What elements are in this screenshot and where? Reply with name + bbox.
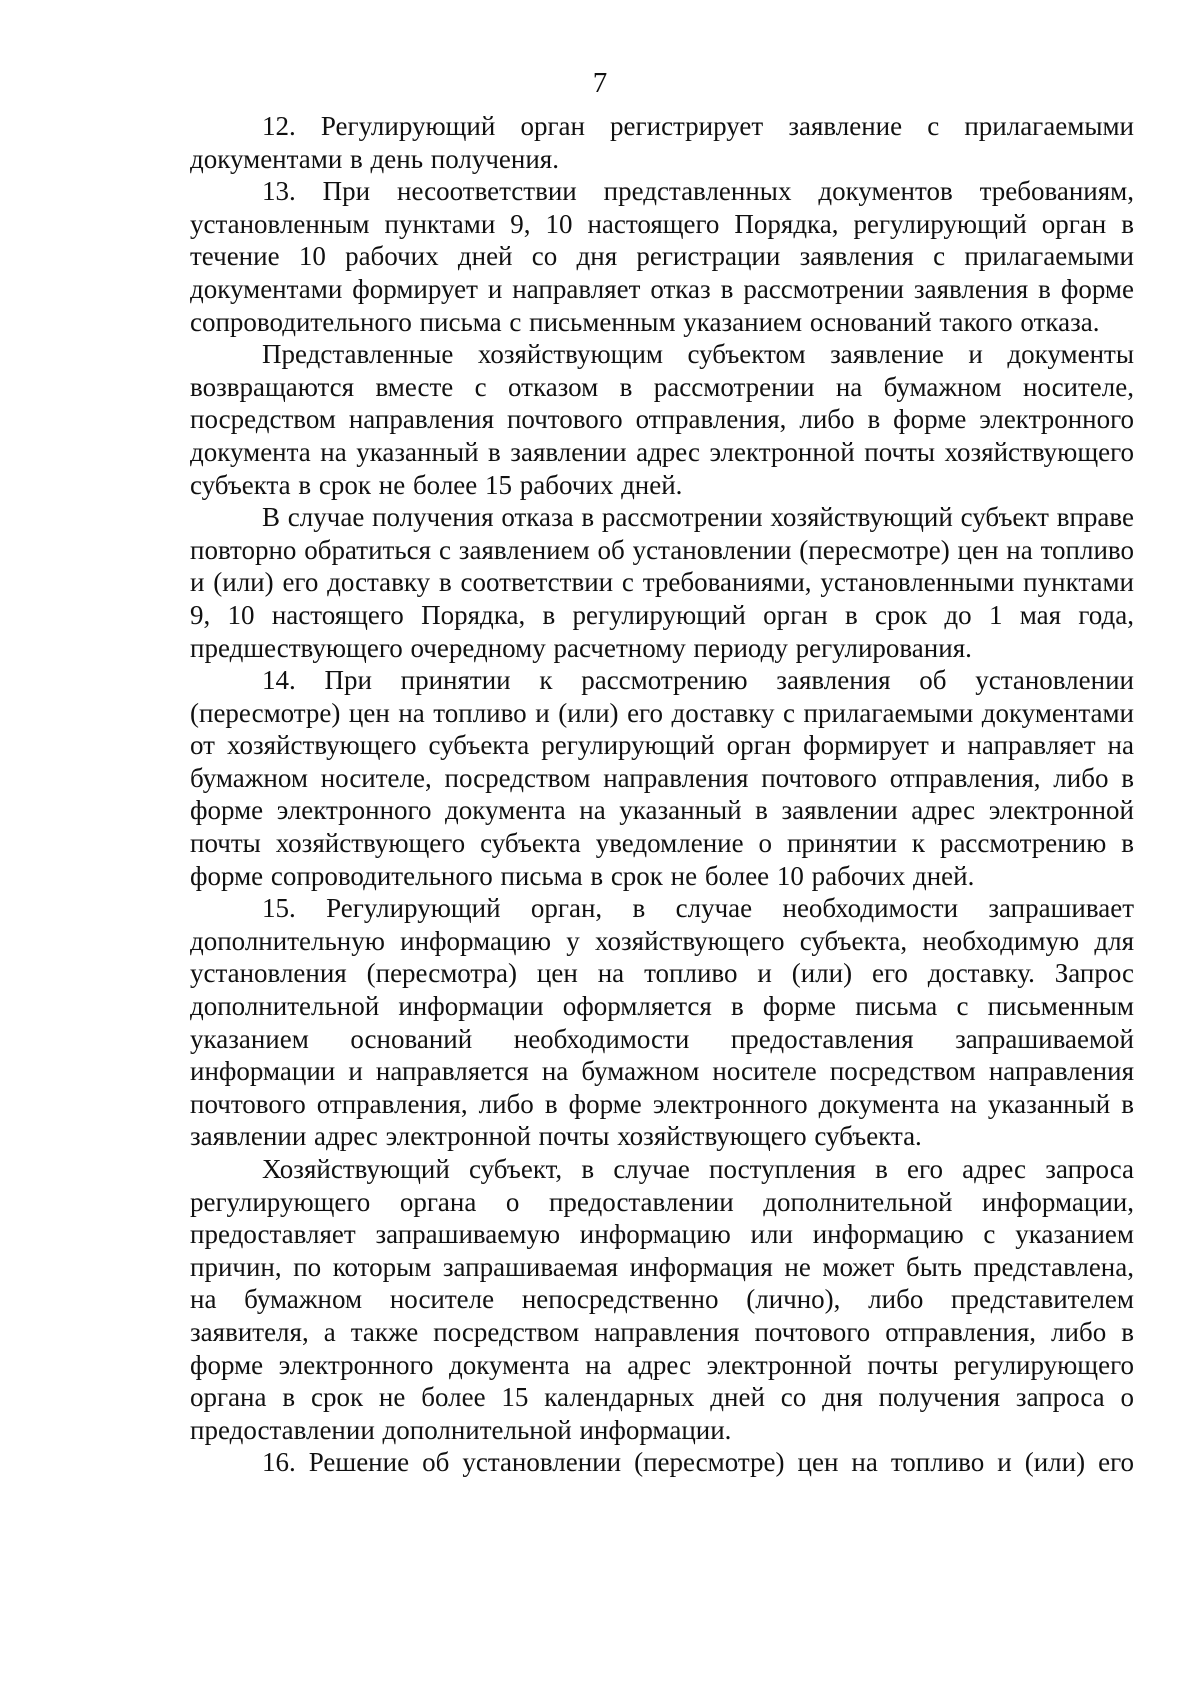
paragraph-13-reapplication: В случае получения отказа в рассмотрении хозяйствующий субъект вправе повторно обратиться с заявлением об установлении (пересмотре) цен на топливо и (или) его доставку в соответствии с требованиями, установленными пунктами 9, 10 настоящего Порядка, в регулирующий орган в срок до 1 мая года, предшествующего очередному расчетному периоду регулирования. bbox=[190, 502, 1134, 663]
paragraph-15: 15. Регулирующий орган, в случае необходимости запрашивает дополнительную информацию у хозяйствующего субъекта, необходимую для установления (пересмотра) цен на топливо и (или) его доставку. Запрос дополнительной информации оформляется в форме письма с письменным указанием оснований необходимости предоставления запрашиваемой информации и направляется на бумажном носителе посредством направления почтового отправления, либо в форме электронного документа на указанный в заявлении адрес электронной почты хозяйствующего субъекта. bbox=[190, 893, 1134, 1152]
paragraph-15-response: Хозяйствующий субъект, в случае поступления в его адрес запроса регулирующего органа о предоставлении дополнительной информации, предоставляет запрашиваемую информацию или информацию с указанием причин, по которым запрашиваемая информация не может быть представлена, на бумажном носителе непосредственно (лично), либо представителем заявителя, а также посредством направления почтового отправления, либо в форме электронного документа на адрес электронной почты регулирующего органа в срок не более 15 календарных дней со дня получения запроса о предоставлении дополнительной информации. bbox=[190, 1154, 1134, 1445]
document-body bbox=[190, 110, 1134, 1479]
paragraph-12: 12. Регулирующий орган регистрирует заявление с прилагаемыми документами в день получения. bbox=[190, 111, 1134, 174]
paragraph-13-returned-documents: Представленные хозяйствующим субъектом заявление и документы возвращаются вместе с отказом в рассмотрении на бумажном носителе, посредством направления почтового отправления, либо в форме электронного документа на указанный в заявлении адрес электронной почты хозяйствующего субъекта в срок не более 15 рабочих дней. bbox=[190, 339, 1134, 500]
page-number: 7 bbox=[592, 67, 608, 99]
paragraph-16: 16. Решение об установлении (пересмотре) цен на топливо и (или) его bbox=[262, 1447, 1134, 1478]
paragraph-13: 13. При несоответствии представленных документов требованиям, установленным пунктами 9, 10 настоящего Порядка, регулирующий орган в течение 10 рабочих дней со дня регистрации заявления с прилагаемыми документами формирует и направляет отказ в рассмотрении заявления в форме сопроводительного письма с письменным указанием оснований такого отказа. bbox=[190, 176, 1134, 337]
paragraph-14: 14. При принятии к рассмотрению заявления об установлении (пересмотре) цен на топливо и (или) его доставку с прилагаемыми документами от хозяйствующего субъекта регулирующий орган формирует и направляет на бумажном носителе, посредством направления почтового отправления, либо в форме электронного документа на указанный в заявлении адрес электронной почты хозяйствующего субъекта уведомление о принятии к рассмотрению в форме сопроводительного письма в срок не более 10 рабочих дней. bbox=[190, 665, 1134, 891]
